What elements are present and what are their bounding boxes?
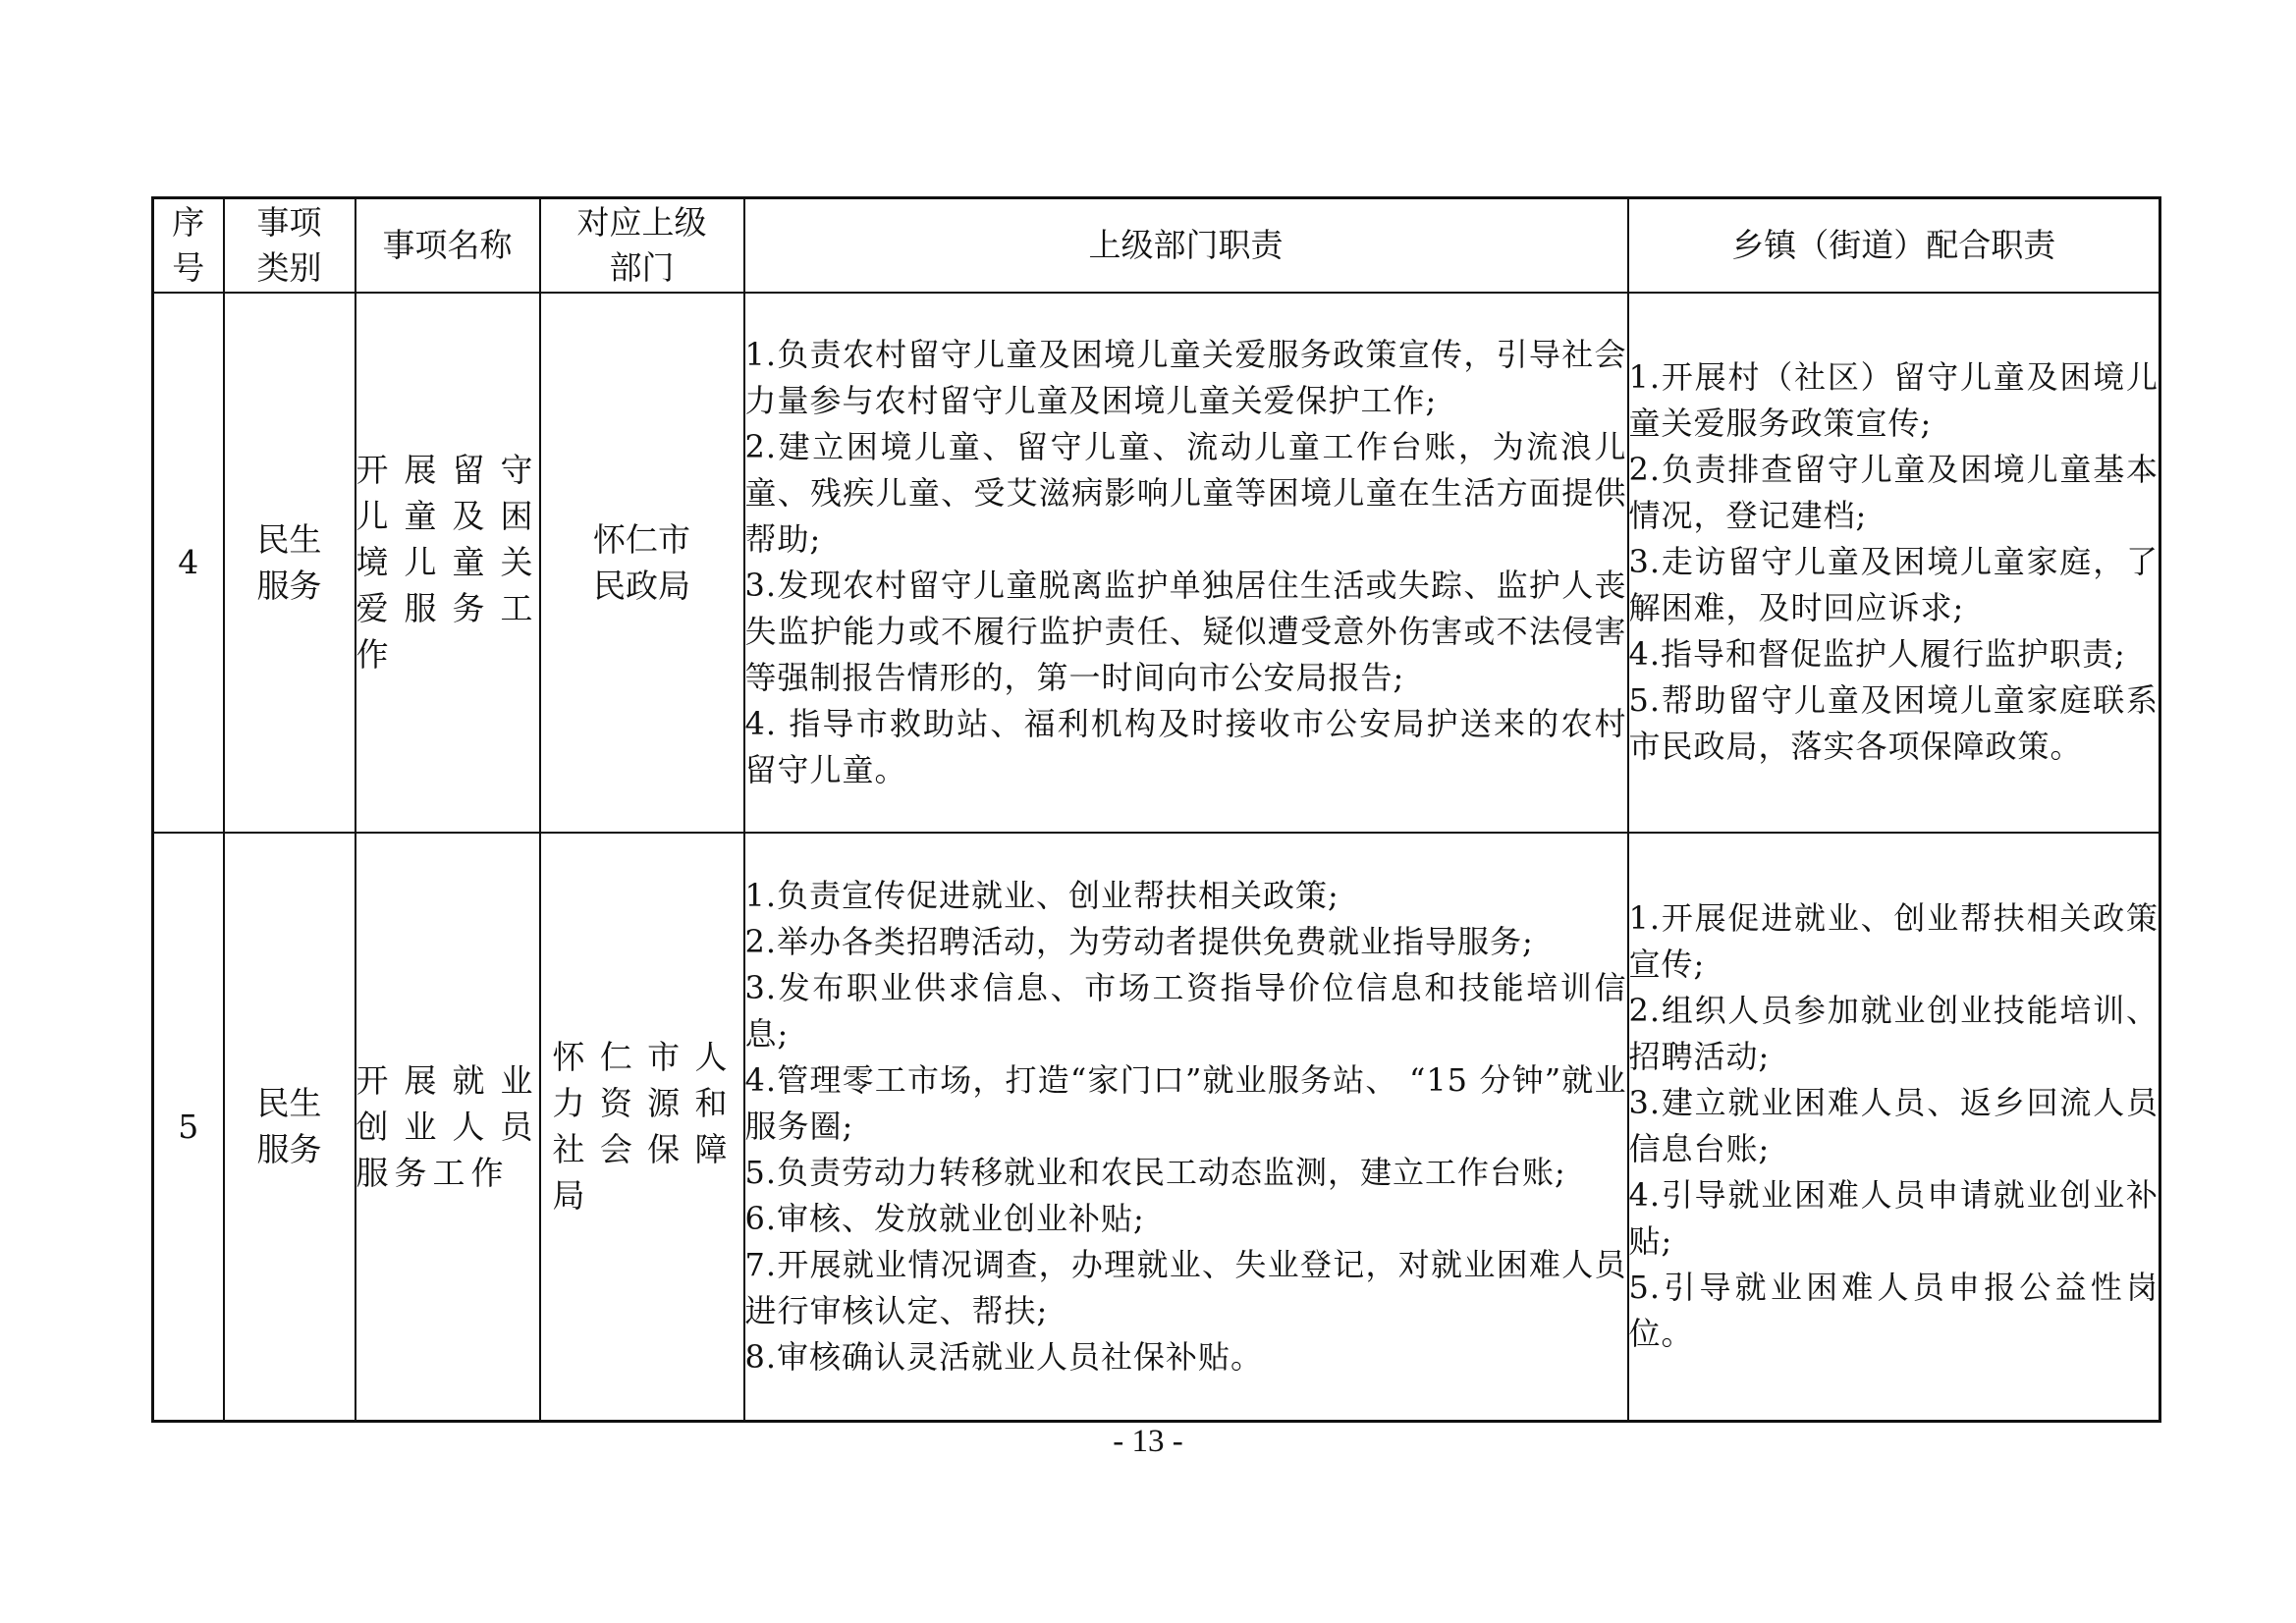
duty-item: 2.组织人员参加就业创业技能培训、招聘活动;	[1628, 992, 2159, 1076]
duty-item: 1.开展村（社区）留守儿童及困境儿童关爱服务政策宣传;	[1628, 358, 2159, 442]
row-dept: 怀仁市人力资源和社会保障局	[540, 833, 744, 1422]
header-dept: 对应上级部门	[540, 198, 744, 293]
duty-item: 3.走访留守儿童及困境儿童家庭，了解困难，及时回应诉求;	[1628, 543, 2159, 626]
page-number: - 13 -	[1113, 1424, 1183, 1459]
header-category: 事项类别	[224, 198, 355, 293]
duty-item: 4. 指导市救助站、福利机构及时接收市公安局护送来的农村留守儿童。	[744, 704, 1627, 788]
duty-item: 5.引导就业困难人员申报公益性岗位。	[1628, 1269, 2159, 1353]
duty-item: 7.开展就业情况调查，办理就业、失业登记，对就业困难人员进行审核认定、帮扶;	[744, 1245, 1627, 1329]
duty-item: 1.开展促进就业、创业帮扶相关政策宣传;	[1628, 899, 2159, 984]
header-upper-duty: 上级部门职责	[744, 198, 1628, 293]
duty-item: 2.负责排查留守儿童及困境儿童基本情况，登记建档;	[1628, 451, 2159, 534]
row-town-duty	[1628, 833, 2160, 1422]
duty-item: 3.建立就业困难人员、返乡回流人员信息台账;	[1628, 1084, 2159, 1168]
row-town-duty	[1628, 293, 2160, 833]
header-town-duty: 乡镇（街道）配合职责	[1628, 198, 2160, 293]
table-row	[153, 833, 2160, 1422]
duty-item: 1.负责宣传促进就业、创业帮扶相关政策;	[744, 876, 1339, 914]
row-dept: 怀仁市民政局	[540, 293, 744, 833]
duty-item: 5.负责劳动力转移就业和农民工动态监测，建立工作台账;	[744, 1153, 1566, 1191]
row-upper-duty	[744, 833, 1628, 1422]
duty-item: 4.引导就业困难人员申请就业创业补贴;	[1628, 1176, 2159, 1261]
duty-item: 4.指导和督促监护人履行监护职责;	[1628, 635, 2126, 673]
row-category: 民生服务	[224, 833, 355, 1422]
duty-item: 3.发现农村留守儿童脱离监护单独居住生活或失踪、监护人丧失监护能力或不履行监护责任、疑似遭受意外伤害或不法侵害等强制报告情形的，第一时间向市公安局报告;	[744, 566, 1627, 696]
duty-item: 3.发布职业供求信息、市场工资指导价位信息和技能培训信息;	[744, 968, 1627, 1053]
duty-item: 4.管理零工市场，打造“家门口”就业服务站、 “15 分钟”就业服务圈;	[744, 1060, 1627, 1145]
row-category: 民生服务	[224, 293, 355, 833]
row-index: 4	[153, 293, 224, 833]
duty-item: 5.帮助留守儿童及困境儿童家庭联系市民政局，落实各项保障政策。	[1628, 681, 2159, 765]
header-index: 序号	[153, 198, 224, 293]
duty-item: 2.举办各类招聘活动，为劳动者提供免费就业指导服务;	[744, 922, 1534, 960]
row-index: 5	[153, 833, 224, 1422]
duty-item: 8.审核确认灵活就业人员社保补贴。	[744, 1337, 1264, 1376]
duty-item: 2.建立困境儿童、留守儿童、流动儿童工作台账，为流浪儿童、残疾儿童、受艾滋病影响儿童等困境儿童在生活方面提供帮助;	[744, 427, 1627, 558]
responsibility-table	[151, 196, 2161, 1423]
duty-item: 6.审核、发放就业创业补贴;	[744, 1199, 1145, 1237]
row-item-name: 开展就业创业人员服务工作	[355, 833, 540, 1422]
table-row	[153, 293, 2160, 833]
table-header-row	[153, 198, 2160, 293]
row-upper-duty	[744, 293, 1628, 833]
row-item-name: 开展留守儿童及困境儿童关爱服务工作	[355, 293, 540, 833]
duty-item: 1.负责农村留守儿童及困境儿童关爱服务政策宣传，引导社会力量参与农村留守儿童及困境儿童关爱保护工作;	[744, 335, 1627, 419]
header-name: 事项名称	[355, 198, 540, 293]
